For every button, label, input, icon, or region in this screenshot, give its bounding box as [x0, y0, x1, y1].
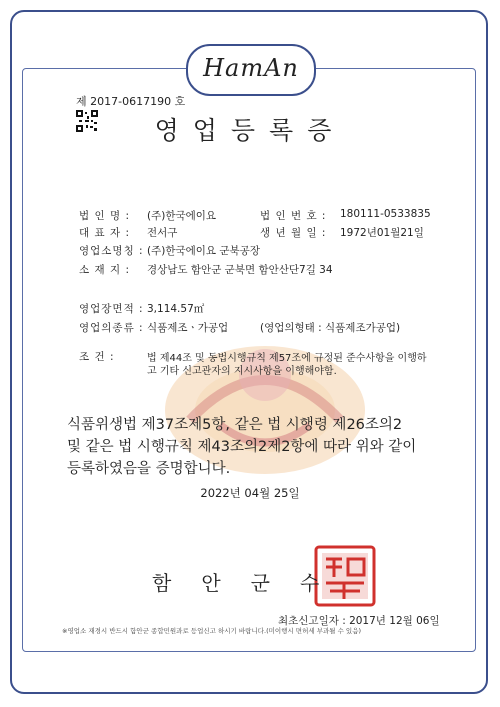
business-type-value: 식품제조ㆍ가공업: [147, 322, 229, 334]
facility-name-value: (주)한국에이요 군북공장: [147, 245, 260, 257]
qr-code-icon: [76, 110, 98, 132]
company-name-label: 법 인 명 :: [79, 210, 130, 222]
statement-line-2: 및 같은 법 시행규칙 제43조의2제2항에 따라 위와 같이: [67, 439, 417, 455]
issue-date: 2022년 04월 25일: [200, 486, 300, 500]
company-name-value: (주)한국에이요: [147, 210, 217, 222]
representative-value: 전서구: [147, 227, 178, 239]
facility-name-label: 영업소명칭 :: [79, 245, 144, 257]
corp-number-label: 법 인 번 호 :: [260, 210, 327, 222]
footnote: ※영업소 재경시 반드시 함안군 종합민원과로 등업신고 하시기 바랍니다.(미이행시 면허세 부과될 수 있음): [62, 627, 362, 635]
conditions-line-2: 고 기타 신고관자의 지시사항을 이행해야함.: [147, 366, 337, 377]
floor-area-label: 영업장면적 :: [79, 303, 144, 315]
statement-line-1: 식품위생법 제37조제5항, 같은 법 시행령 제26조의2: [67, 417, 403, 433]
business-form-value: (영업의형태 : 식품제조가공업): [260, 322, 401, 334]
address-label: 소 재 지 :: [79, 264, 130, 276]
corp-number-value: 180111-0533835: [340, 208, 431, 220]
logo-text: HamAn: [203, 54, 299, 82]
conditions-label: 조 건 :: [79, 351, 115, 363]
conditions-line-1: 법 제44조 및 동법시행규칙 제57조에 규정된 준수사항을 이행하: [147, 353, 427, 364]
birth-date-label: 생 년 월 일 :: [260, 227, 327, 239]
floor-area-value: 3,114.57㎡: [147, 303, 205, 315]
birth-date-value: 1972년01월21일: [340, 227, 424, 239]
address-value: 경상남도 함안군 군북면 함안산단7길 34: [147, 264, 333, 276]
certificate-number: 제 2017-0617190 호: [76, 95, 186, 108]
representative-label: 대 표 자 :: [79, 227, 130, 239]
issuer-name: 함안군수: [152, 571, 350, 595]
page-title: 영업등록증: [154, 116, 346, 145]
first-report-date: 최초신고일자 : 2017년 12월 06일: [278, 615, 440, 627]
business-type-label: 영업의종류 :: [79, 322, 144, 334]
statement-line-3: 등록하였음을 증명합니다.: [67, 461, 231, 477]
logo: [186, 44, 316, 96]
